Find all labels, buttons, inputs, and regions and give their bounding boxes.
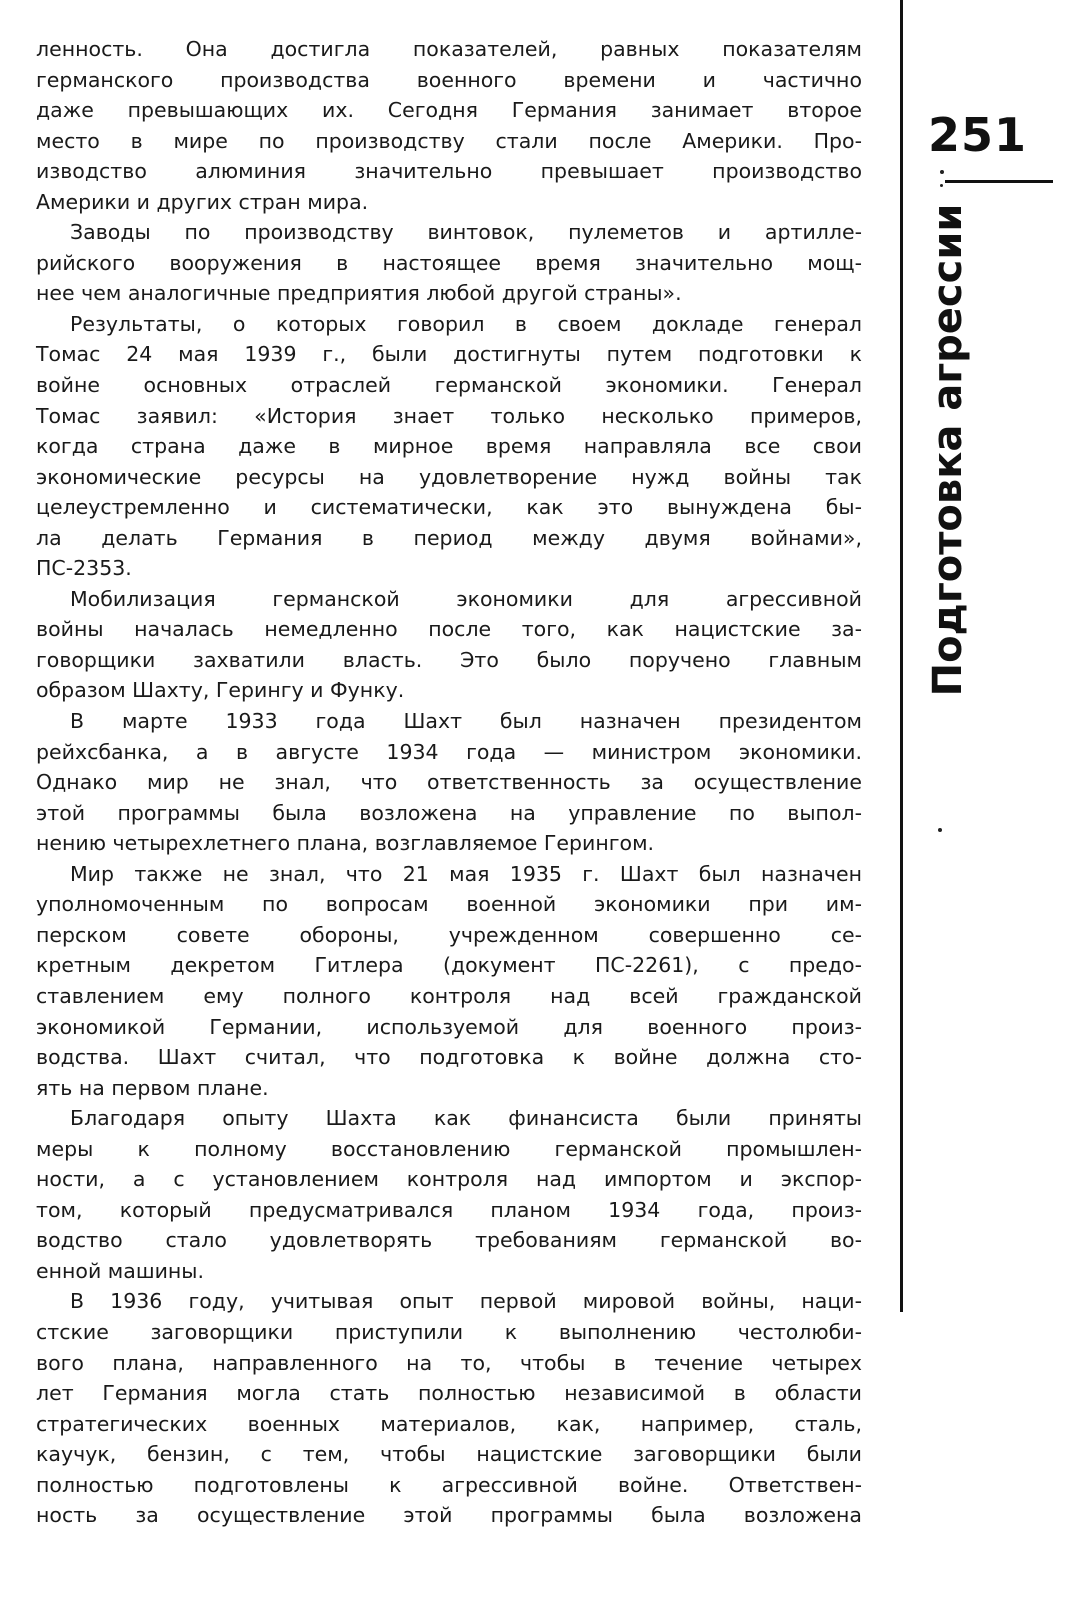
text-line: ность за осуществление этой программы была возложена	[36, 1503, 862, 1528]
text-line: водства. Шахт считал, что подготовка к войне должна сто-	[36, 1045, 862, 1070]
running-head-container	[924, 200, 972, 700]
text-line: когда страна даже в мирное время направляла все свои	[36, 434, 862, 459]
text-line: войны началась немедленно после того, как нацистские за-	[36, 617, 862, 642]
text-line: ПС-2353.	[36, 556, 132, 581]
text-line: говорщики захватили власть. Это было поручено главным	[36, 647, 862, 672]
text-line: ла делать Германия в период между двумя войнами»,	[36, 525, 862, 550]
text-line: нению четырехлетнего плана, возглавляемое Герингом.	[36, 831, 655, 856]
text-line: кретным декретом Гитлера (документ ПС-2261), с предо-	[36, 953, 862, 978]
text-line: полностью подготовлены к агрессивной войне. Ответствен-	[36, 1472, 862, 1497]
text-line: том, который предусматривался планом 1934 года, произ-	[36, 1197, 862, 1222]
text-line: Томас 24 мая 1939 г., были достигнуты путем подготовки к	[36, 342, 862, 367]
text-line: войне основных отраслей германской экономики. Генерал	[36, 373, 862, 398]
text-line: целеустремленно и систематически, как это вынуждена бы-	[36, 495, 862, 520]
text-line: уполномоченным по вопросам военной экономики при им-	[36, 892, 862, 917]
text-line: изводство алюминия значительно превышает производство	[36, 159, 862, 184]
text-line: Благодаря опыту Шахта как финансиста были приняты	[70, 1106, 862, 1131]
vertical-rule	[900, 0, 903, 1312]
speck-mark	[940, 184, 943, 187]
page-number: 251	[928, 108, 1028, 162]
text-line: экономикой Германии, используемой для военного произ-	[36, 1014, 862, 1039]
text-line: нее чем аналогичные предприятия любой другой страны».	[36, 281, 682, 306]
text-line: Мобилизация германской экономики для агрессивной	[70, 586, 862, 611]
text-line: перском совете обороны, учрежденном совершенно се-	[36, 922, 862, 947]
text-line: стские заговорщики приступили к выполнению честолюби-	[36, 1319, 862, 1344]
text-line: стратегических военных материалов, как, например, сталь,	[36, 1411, 862, 1436]
text-line: лет Германия могла стать полностью независимой в области	[36, 1381, 862, 1406]
text-line: меры к полному восстановлению германской промышлен-	[36, 1136, 862, 1161]
text-line: вого плана, направленного на то, чтобы в течение четырех	[36, 1350, 862, 1375]
text-line: ности, а с установлением контроля над импортом и экспор-	[36, 1167, 862, 1192]
text-line: водство стало удовлетворять требованиям германской во-	[36, 1228, 862, 1253]
text-line: Америки и других стран мира.	[36, 189, 369, 214]
horizontal-rule	[945, 180, 1053, 183]
text-line: образом Шахту, Герингу и Функу.	[36, 678, 405, 703]
text-line: экономические ресурсы на удовлетворение нужд войны так	[36, 464, 862, 489]
text-line: В 1936 году, учитывая опыт первой мировой войны, наци-	[70, 1289, 862, 1314]
text-line: место в мире по производству стали после Америки. Про-	[36, 128, 862, 153]
body-text	[36, 34, 862, 1531]
text-line: Заводы по производству винтовок, пулеметов и артилле-	[70, 220, 862, 245]
speck-mark	[940, 170, 944, 174]
speck-mark	[938, 828, 942, 832]
text-line: этой программы была возложена на управление по выпол-	[36, 800, 862, 825]
text-line: Результаты, о которых говорил в своем докладе генерал	[70, 311, 862, 336]
text-line: рейхсбанка, а в августе 1934 года — министром экономики.	[36, 739, 862, 764]
text-line: енной машины.	[36, 1258, 205, 1283]
text-line: Однако мир не знал, что ответственность за осуществление	[36, 770, 862, 795]
text-line: Томас заявил: «История знает только несколько примеров,	[36, 403, 862, 428]
running-head: Подготовка агрессии	[925, 203, 971, 697]
text-line: В марте 1933 года Шахт был назначен президентом	[70, 709, 862, 734]
text-line: германского производства военного времени и частично	[36, 67, 862, 92]
text-line: каучук, бензин, с тем, чтобы нацистские заговорщики были	[36, 1442, 862, 1467]
text-line: Мир также не знал, что 21 мая 1935 г. Шахт был назначен	[70, 861, 862, 886]
text-line: ять на первом плане.	[36, 1075, 269, 1100]
text-line: даже превышающих их. Сегодня Германия занимает второе	[36, 98, 862, 123]
text-line: ставлением ему полного контроля над всей гражданской	[36, 983, 862, 1008]
text-line: ленность. Она достигла показателей, равных показателям	[36, 37, 862, 61]
text-line: рийского вооружения в настоящее время значительно мощ-	[36, 250, 862, 275]
